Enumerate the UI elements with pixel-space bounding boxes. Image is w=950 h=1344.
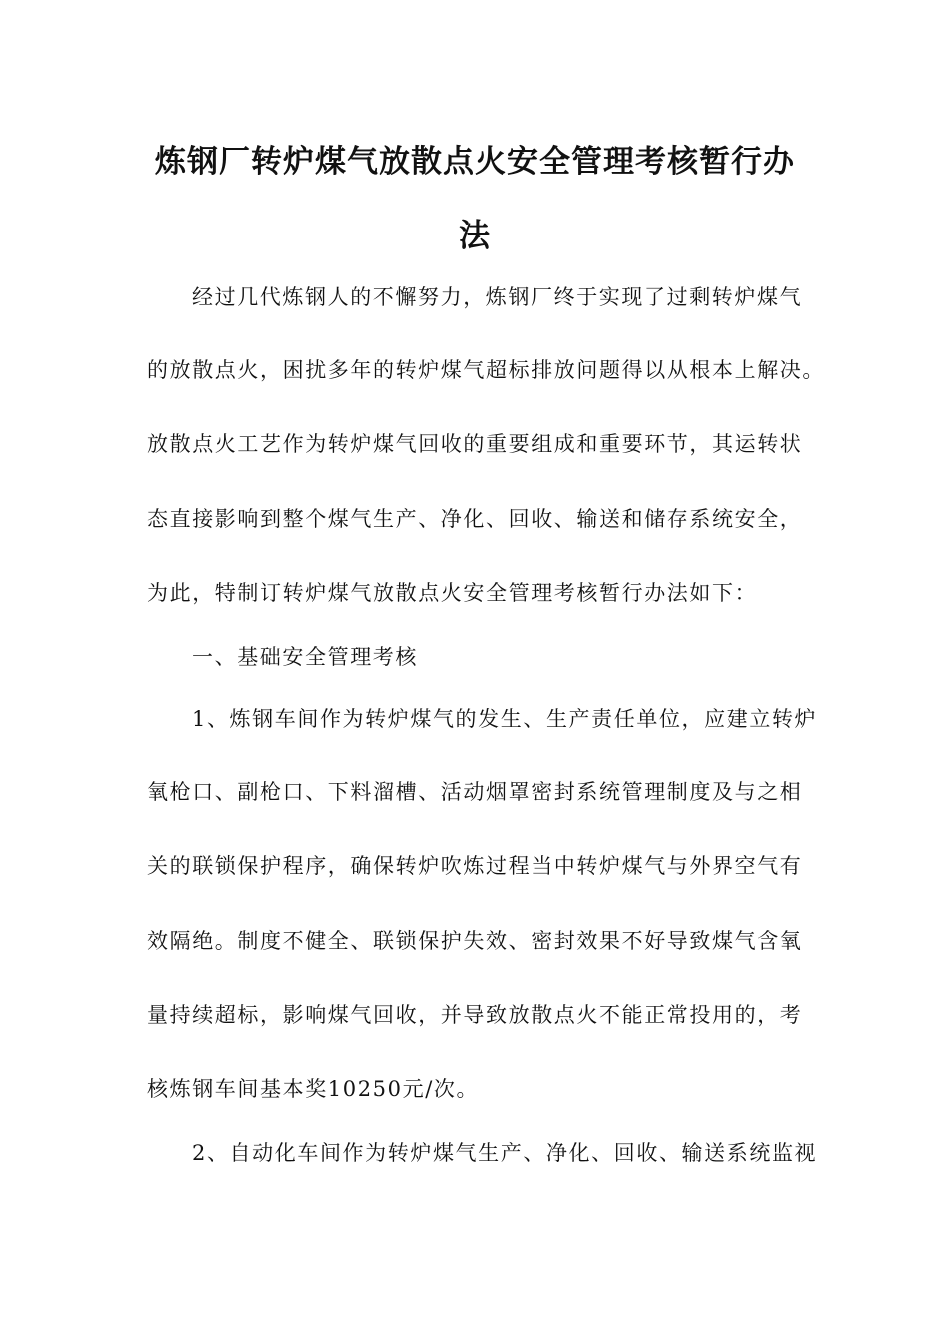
paragraph-line: 态直接影响到整个煤气生产、净化、回收、输送和储存系统安全，: [147, 507, 803, 531]
paragraph-line: 为此，特制订转炉煤气放散点火安全管理考核暂行办法如下：: [147, 581, 758, 605]
document-title-line-2: 法: [459, 218, 491, 254]
paragraph-line: 量持续超标，影响煤气回收，并导致放散点火不能正常投用的，考: [147, 1003, 803, 1027]
paragraph-line: 2、自动化车间作为转炉煤气生产、净化、回收、输送系统监视: [192, 1141, 818, 1165]
paragraph-line: 1、炼钢车间作为转炉煤气的发生、生产责任单位，应建立转炉: [192, 707, 818, 731]
paragraph-line: 效隔绝。制度不健全、联锁保护失效、密封效果不好导致煤气含氧: [147, 929, 803, 953]
paragraph-line: 经过几代炼钢人的不懈努力，炼钢厂终于实现了过剩转炉煤气: [192, 285, 803, 309]
paragraph-line: 核炼钢车间基本奖10250元/次。: [147, 1077, 480, 1101]
paragraph-line: 的放散点火，困扰多年的转炉煤气超标排放问题得以从根本上解决。: [147, 358, 825, 382]
paragraph-line: 放散点火工艺作为转炉煤气回收的重要组成和重要环节，其运转状: [147, 432, 803, 456]
section-heading: 一、基础安全管理考核: [192, 645, 418, 669]
document-title-line-1: 炼钢厂转炉煤气放散点火安全管理考核暂行办: [155, 144, 795, 180]
paragraph-line: 氧枪口、副枪口、下料溜槽、活动烟罩密封系统管理制度及与之相: [147, 780, 803, 804]
paragraph-line: 关的联锁保护程序，确保转炉吹炼过程当中转炉煤气与外界空气有: [147, 854, 803, 878]
